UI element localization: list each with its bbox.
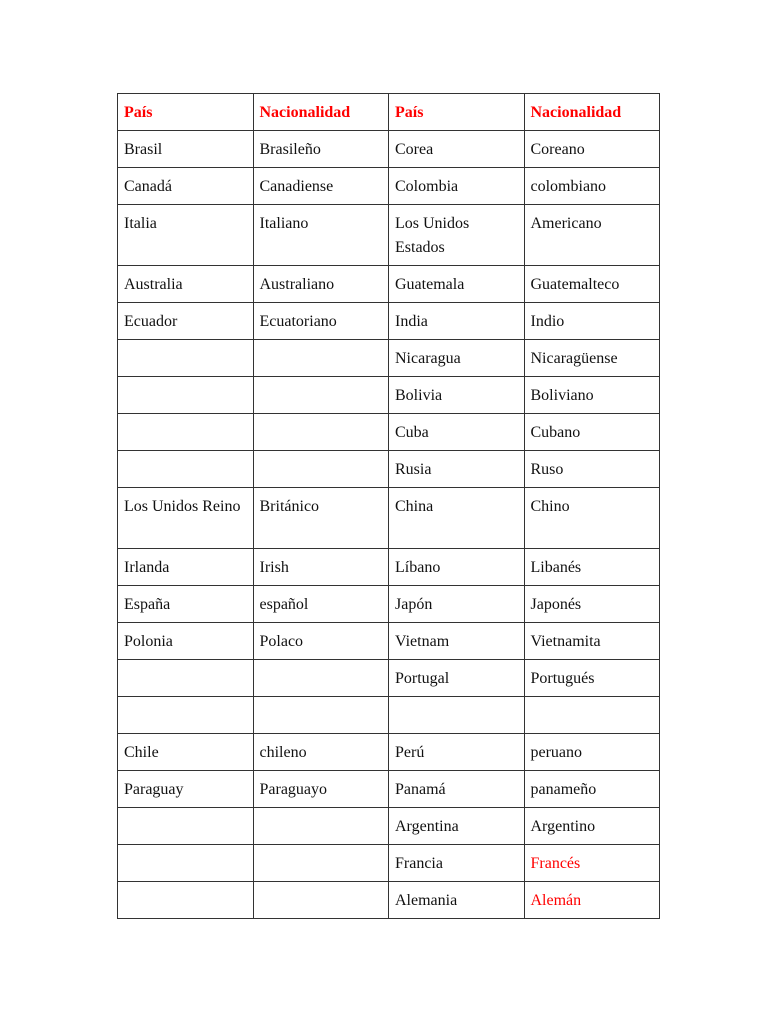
nationality-cell: Australiano [253, 266, 389, 303]
country-cell [118, 451, 254, 488]
country-cell: Líbano [389, 549, 525, 586]
header-row [118, 94, 660, 131]
nationality-cell: peruano [524, 734, 660, 771]
nationality-cell [253, 882, 389, 919]
nationality-table [117, 93, 660, 919]
table-row [118, 340, 660, 377]
country-cell [118, 660, 254, 697]
table-row [118, 882, 660, 919]
nationality-cell: colombiano [524, 168, 660, 205]
nationality-cell: Boliviano [524, 377, 660, 414]
table-row [118, 623, 660, 660]
nationality-cell [253, 697, 389, 734]
table-row [118, 845, 660, 882]
nationality-cell: Británico [253, 488, 389, 549]
country-cell [118, 340, 254, 377]
nationality-cell: Chino [524, 488, 660, 549]
nationality-cell: Brasileño [253, 131, 389, 168]
country-cell: Corea [389, 131, 525, 168]
table-row [118, 168, 660, 205]
country-cell: Panamá [389, 771, 525, 808]
table-row [118, 771, 660, 808]
table-row [118, 414, 660, 451]
country-cell: Paraguay [118, 771, 254, 808]
nationality-cell: Ruso [524, 451, 660, 488]
country-cell: Ecuador [118, 303, 254, 340]
country-cell: Brasil [118, 131, 254, 168]
nationality-cell [524, 697, 660, 734]
nationality-cell: Nicaragüense [524, 340, 660, 377]
table-row [118, 660, 660, 697]
nationality-cell: Cubano [524, 414, 660, 451]
table-row [118, 451, 660, 488]
country-cell: Perú [389, 734, 525, 771]
nationality-cell: Canadiense [253, 168, 389, 205]
country-cell: Polonia [118, 623, 254, 660]
nationality-cell: Irish [253, 549, 389, 586]
country-cell: Chile [118, 734, 254, 771]
nationality-cell: español [253, 586, 389, 623]
country-cell [118, 845, 254, 882]
table-row [118, 131, 660, 168]
nationality-cell: Japonés [524, 586, 660, 623]
nationality-cell: Vietnamita [524, 623, 660, 660]
table-row [118, 586, 660, 623]
country-cell: Japón [389, 586, 525, 623]
table-row [118, 266, 660, 303]
nationality-cell: chileno [253, 734, 389, 771]
nationality-cell [253, 808, 389, 845]
country-cell: Alemania [389, 882, 525, 919]
country-cell: India [389, 303, 525, 340]
table-row [118, 377, 660, 414]
nationality-cell: Indio [524, 303, 660, 340]
table-row [118, 734, 660, 771]
nationality-cell: Italiano [253, 205, 389, 266]
country-cell: Francia [389, 845, 525, 882]
nationality-cell [253, 845, 389, 882]
country-cell: Cuba [389, 414, 525, 451]
nationality-cell: Americano [524, 205, 660, 266]
header-nationality-2: Nacionalidad [524, 94, 660, 131]
nationality-cell: Guatemalteco [524, 266, 660, 303]
country-cell: Australia [118, 266, 254, 303]
nationality-cell: Polaco [253, 623, 389, 660]
table-body [118, 131, 660, 919]
table-row [118, 488, 660, 549]
nationality-cell: Argentino [524, 808, 660, 845]
table-row [118, 205, 660, 266]
nationality-cell [253, 340, 389, 377]
country-cell [118, 882, 254, 919]
nationality-cell [253, 660, 389, 697]
nationality-cell: Ecuatoriano [253, 303, 389, 340]
country-cell [118, 377, 254, 414]
header-country-1: País [118, 94, 254, 131]
header-nationality-1: Nacionalidad [253, 94, 389, 131]
table-row [118, 303, 660, 340]
nationality-cell: Portugués [524, 660, 660, 697]
country-cell: Los Unidos Estados [389, 205, 525, 266]
nationality-cell [253, 377, 389, 414]
table-row [118, 697, 660, 734]
header-country-2: País [389, 94, 525, 131]
country-cell: Bolivia [389, 377, 525, 414]
country-cell: Nicaragua [389, 340, 525, 377]
country-cell: Canadá [118, 168, 254, 205]
nationality-cell: Francés [524, 845, 660, 882]
nationality-cell: Alemán [524, 882, 660, 919]
country-cell [118, 414, 254, 451]
country-cell: China [389, 488, 525, 549]
country-cell: España [118, 586, 254, 623]
nationality-cell [253, 451, 389, 488]
country-cell [118, 697, 254, 734]
nationality-cell [253, 414, 389, 451]
nationality-cell: Libanés [524, 549, 660, 586]
country-cell: Portugal [389, 660, 525, 697]
country-cell [389, 697, 525, 734]
country-cell: Italia [118, 205, 254, 266]
country-cell: Argentina [389, 808, 525, 845]
country-cell: Rusia [389, 451, 525, 488]
country-cell: Vietnam [389, 623, 525, 660]
country-cell: Guatemala [389, 266, 525, 303]
country-cell [118, 808, 254, 845]
country-cell: Los Unidos Reino [118, 488, 254, 549]
table-row [118, 549, 660, 586]
country-cell: Irlanda [118, 549, 254, 586]
nationality-cell: panameño [524, 771, 660, 808]
nationality-cell: Coreano [524, 131, 660, 168]
country-cell: Colombia [389, 168, 525, 205]
nationality-cell: Paraguayo [253, 771, 389, 808]
table-row [118, 808, 660, 845]
